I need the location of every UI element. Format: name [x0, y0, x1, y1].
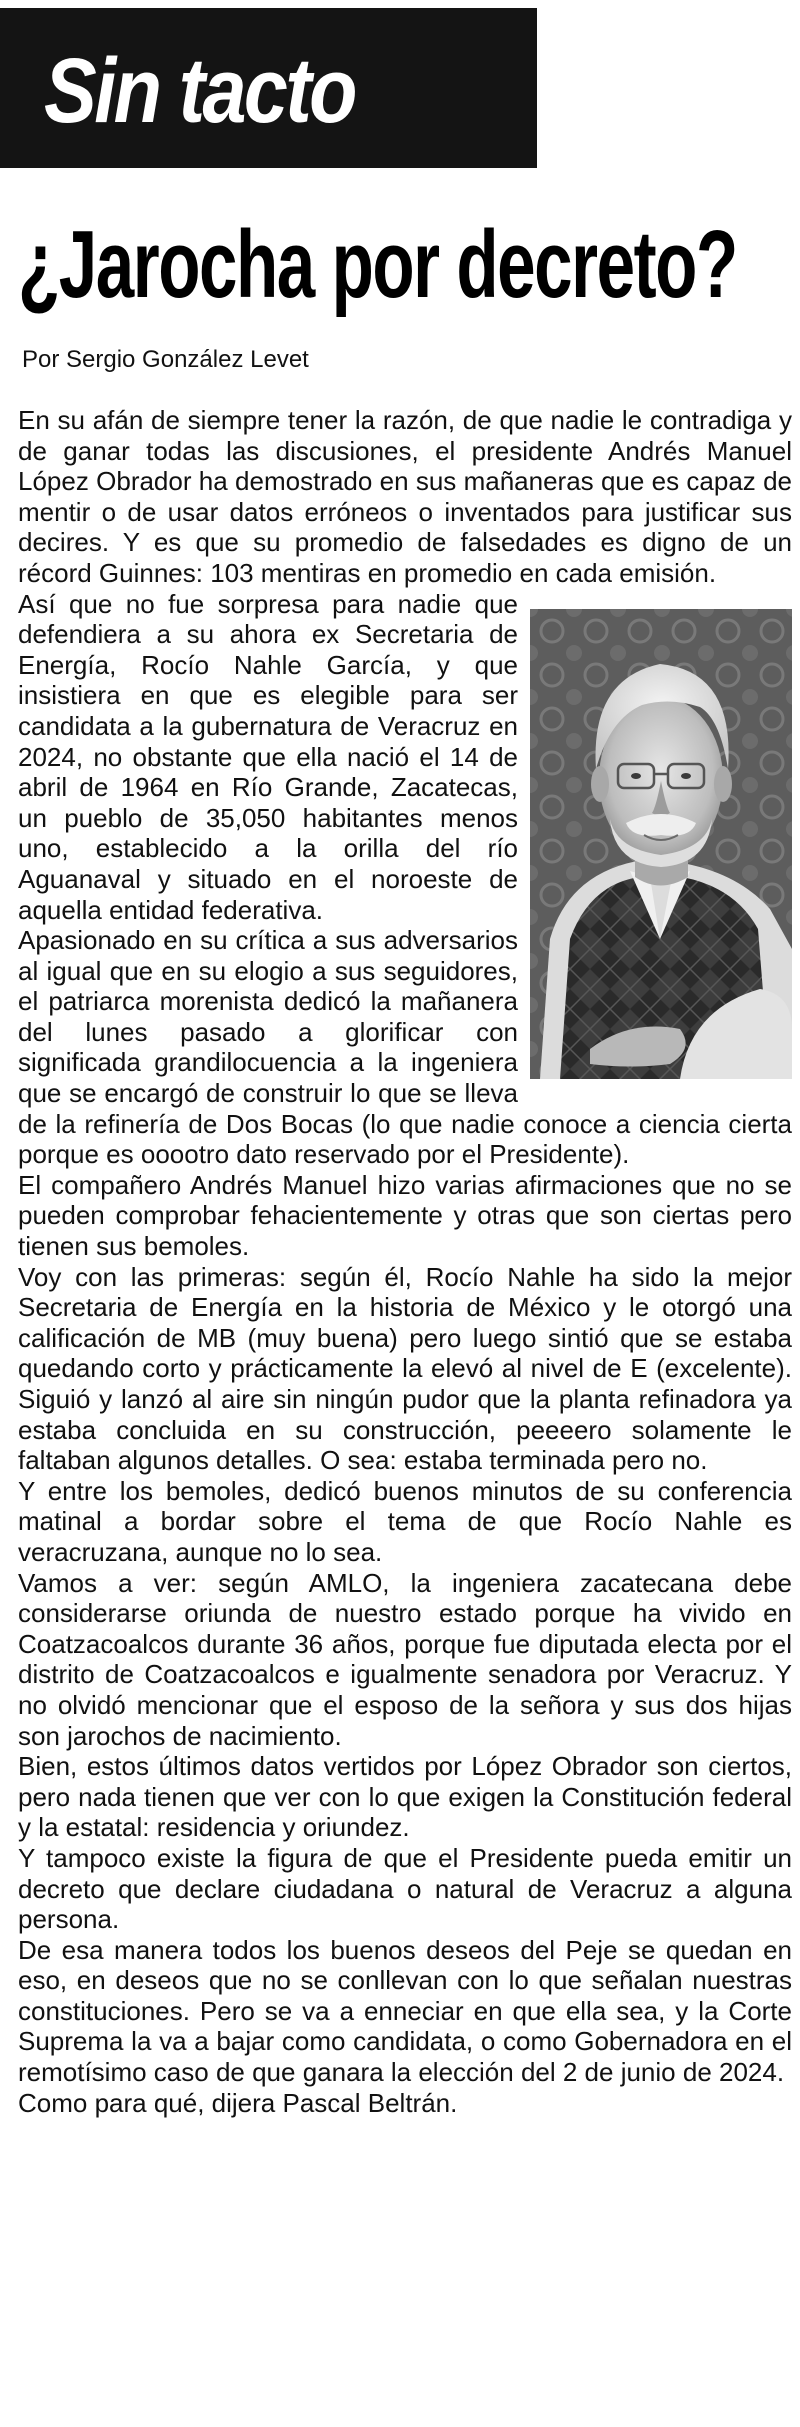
article-paragraph: Vamos a ver: según AMLO, la ingeniera zacatecana debe considerarse oriunda de nuestro estado porque ha vivido en Coatzacoalcos durante 36 años, porque fue diputada electa por el distrito de Coatzacoalcos e igualmente senadora por Veracruz. Y no olvidó mencionar que el esposo de la señora y sus dos hijas son jarochos de nacimiento. — [18, 1567, 792, 1751]
article-paragraph: En su afán de siempre tener la razón, de que nadie le contradiga y de ganar todas las discusiones, el presidente Andrés Manuel López Obrador ha demostrado en sus mañaneras que es capaz de mentir o de usar datos erróneos o inventados para justificar sus decires. Y es que su promedio de falsedades es digno de un récord Guinnes: 103 mentiras en promedio en cada emisión. — [18, 405, 792, 588]
article-headline: ¿Jarocha por decreto? — [18, 211, 737, 318]
section-title: Sin tacto — [44, 40, 355, 142]
article-paragraph: Así que no fue sorpresa para nadie que defendiera a su ahora ex Secretaria de Energía, Rocío Nahle García, y que insistiera en que es elegible para ser candidata a la gubernatura de Veracruz en 2024, no obstante que ella nació el 14 de abril de 1964 en Río Grande, Zacatecas, un pueblo de 35,050 habitantes menos uno, establecido a la orilla del río Aguanaval y situado en el noroeste de aquella entidad federativa. — [18, 588, 518, 925]
portrait-drawing — [530, 609, 792, 1079]
article-body — [18, 405, 792, 2118]
article-paragraph: Apasionado en su crítica a sus adversarios al igual que en su elogio a sus seguidores, el patriarca morenista dedicó la mañanera del lunes pasado a glorificar con significada grandilocuencia a la ingeniera que se encargó de construir lo que se lleva de la refinería de Dos Bocas (lo que nadie conoce a ciencia cierta porque es ooootro dato reservado por el Presidente). — [18, 925, 792, 1170]
section-banner — [0, 8, 537, 168]
article-byline: Por Sergio González Levet — [22, 346, 309, 373]
article-paragraph: De esa manera todos los buenos deseos del Peje se quedan en eso, en deseos que no se conllevan con lo que señalan nuestras constituciones. Pero se va a enneciar en que ella sea, y la Corte Suprema la va a bajar como candidata, o como Gobernadora en el remotísimo caso de que ganara la elección del 2 de junio de 2024. — [18, 1934, 792, 2088]
article-paragraph: Y tampoco existe la figura de que el Presidente pueda emitir un decreto que declare ciudadana o natural de Veracruz a alguna persona. — [18, 1842, 792, 1935]
article-paragraph: Y entre los bemoles, dedicó buenos minutos de su conferencia matinal a bordar sobre el tema de que Rocío Nahle es veracruzana, aunque no lo sea. — [18, 1475, 792, 1567]
article-paragraph: Voy con las primeras: según él, Rocío Nahle ha sido la mejor Secretaria de Energía en la historia de México y le otorgó una calificación de MB (muy buena) pero luego sintió que se estaba quedando corto y prácticamente la elevó al nivel de E (excelente). Siguió y lanzó al aire sin ningún pudor que la planta refinadora ya estaba concluida en su construcción, peeeero solamente le faltaban algunos detalles. O sea: estaba terminada pero no. — [18, 1261, 792, 1476]
article-paragraph: El compañero Andrés Manuel hizo varias afirmaciones que no se pueden comprobar fehacientemente y otras que son ciertas pero tienen sus bemoles. — [18, 1169, 792, 1262]
article-paragraph: Como para qué, dijera Pascal Beltrán. — [18, 2087, 458, 2118]
article-paragraph: Bien, estos últimos datos vertidos por López Obrador son ciertos, pero nada tienen que ver con lo que exigen la Constitución federal y la estatal: residencia y oriundez. — [18, 1751, 792, 1843]
author-portrait-photo — [530, 609, 792, 1079]
